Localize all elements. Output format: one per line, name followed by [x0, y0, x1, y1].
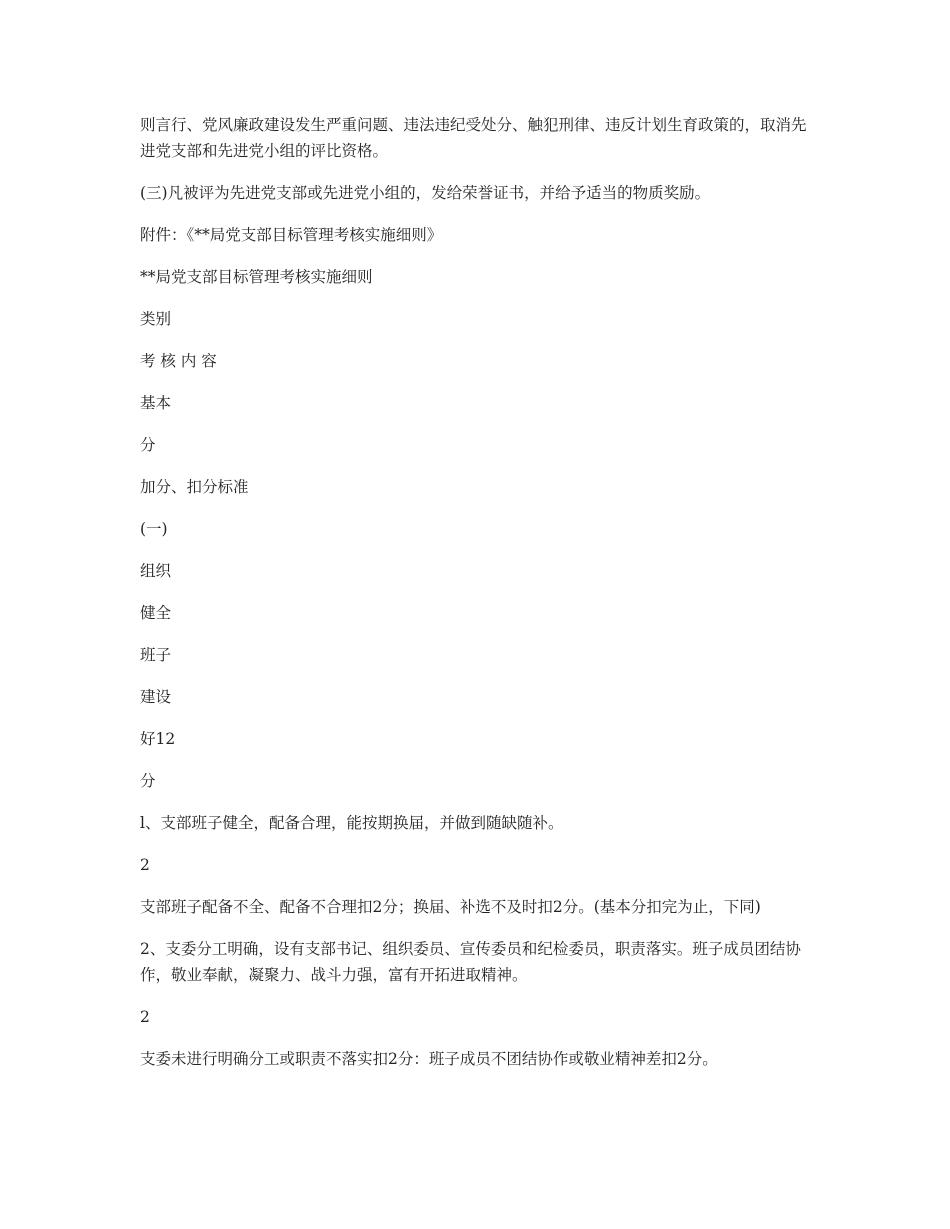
category-number: (一)	[140, 520, 168, 538]
criterion-2-deduction: 支委未进行明确分工或职责不落实扣2分：班子成员不团结协作或敬业精神差扣2分。	[140, 1050, 718, 1068]
category-name-line5: 好12	[140, 730, 176, 748]
category-name-line6: 分	[140, 772, 156, 790]
criterion-1-deduction: 支部班子配备不全、配备不合理扣2分；换届、补选不及时扣2分。(基本分扣完为止，下同)	[140, 898, 761, 916]
criterion-2-base-score: 2	[140, 1008, 150, 1026]
criterion-1-base-score: 2	[140, 856, 150, 874]
criterion-2-content: 2、支委分工明确，设有支部书记、组织委员、宣传委员和纪检委员，职责落实。班子成员团结协作，敬业奉献，凝聚力、战斗力强，富有开拓进取精神。	[140, 940, 801, 984]
table-header-content: 考 核 内 容	[140, 352, 217, 370]
table-header-base-score-line1: 基本	[140, 394, 172, 412]
category-name-line2: 健全	[140, 604, 172, 622]
paragraph-attachment-reference: 附件：《**局党支部目标管理考核实施细则》	[140, 226, 443, 244]
appendix-title: **局党支部目标管理考核实施细则	[140, 268, 373, 286]
document-body	[140, 112, 810, 1088]
table-header-category: 类别	[140, 310, 172, 328]
table-header-base-score-line2: 分	[140, 436, 156, 454]
category-name-line1: 组织	[140, 562, 172, 580]
category-name-line4: 建设	[140, 688, 172, 706]
category-name-line3: 班子	[140, 646, 172, 664]
paragraph-disqualification-clause: 则言行、党风廉政建设发生严重问题、违法违纪受处分、触犯刑律、违反计划生育政策的，取消先进党支部和先进党小组的评比资格。	[140, 116, 807, 160]
paragraph-honor-award: (三)凡被评为先进党支部或先进党小组的，发给荣誉证书，并给予适当的物质奖励。	[140, 184, 711, 202]
criterion-1-content: l、支部班子健全，配备合理，能按期换届，并做到随缺随补。	[140, 814, 564, 832]
table-header-scoring-standard: 加分、扣分标准	[140, 478, 249, 496]
